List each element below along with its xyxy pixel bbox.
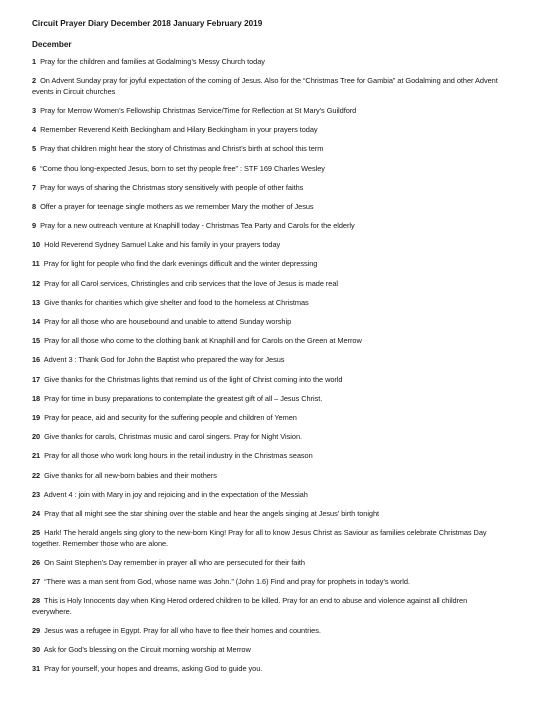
entry-day-number: 31 [32,664,41,674]
entry-day-number: 27 [32,577,41,587]
prayer-entry [32,577,508,588]
entry-day-number: 12 [32,278,41,288]
prayer-entry [32,240,508,251]
entry-day-number: 11 [32,259,40,269]
prayer-entry [32,183,508,194]
entry-prayer-text: Pray for all those who work long hours in the retail industry in the Christmas season [44,451,313,461]
entry-day-number: 25 [32,528,41,538]
entry-prayer-text: Pray for all those who are housebound and unable to attend Sunday worship [44,317,292,327]
prayer-entry [32,375,508,386]
prayer-entry [32,413,508,424]
entry-prayer-text: Pray for peace, aid and security for the suffering people and children of Yemen [44,412,297,422]
prayer-entry [32,432,508,443]
prayer-entry [32,664,508,675]
entry-day-number: 23 [32,489,41,499]
entry-prayer-text: Pray for Merrow Women’s Fellowship Christmas Service/Time for Reflection at St Mary’s Guildford [40,105,357,115]
prayer-entry [32,336,508,347]
entry-prayer-text: Pray for ways of sharing the Christmas story sensitively with people of other faiths [40,182,304,192]
entry-day-number: 15 [32,336,41,346]
prayer-entry [32,125,508,136]
entry-day-number: 13 [32,297,41,307]
prayer-entry [32,596,508,617]
prayer-entry [32,355,508,366]
entry-day-number: 5 [32,144,37,154]
entry-day-number: 17 [32,374,41,384]
prayer-entry [32,490,508,501]
entry-prayer-text: Jesus was a refugee in Egypt. Pray for all who have to flee their homes and countries. [44,626,321,636]
entry-day-number: 29 [32,626,41,636]
prayer-entry [32,626,508,637]
prayer-entry [32,645,508,656]
entry-prayer-text: Advent 3 : Thank God for John the Baptist who prepared the way for Jesus [43,355,285,365]
entry-day-number: 18 [32,393,41,403]
entry-prayer-text: Pray for the children and families at Godalming’s Messy Church today [40,57,265,66]
entry-day-number: 4 [32,125,37,135]
entry-day-number: 22 [32,470,41,480]
prayer-entry [32,259,508,270]
prayer-entry [32,164,508,175]
entry-day-number: 19 [32,412,41,422]
entry-prayer-text: Pray for yourself, your hopes and dreams, asking God to guide you. [44,664,263,674]
prayer-entry-list [32,57,508,684]
prayer-entry [32,317,508,328]
prayer-entry [32,279,508,290]
entry-prayer-text: Advent 4 : join with Mary in joy and rejoicing and in the expectation of the Messiah [43,489,308,499]
entry-day-number: 3 [32,105,37,115]
entry-prayer-text: Hark! The herald angels sing glory to the new-born King! Pray for all to know Jesus Christ as Saviour as families celebrate Christmas Day together. Remember those who are alone. [32,528,487,548]
entry-day-number: 7 [32,182,37,192]
entry-prayer-text: Pray for all Carol services, Christingles and crib services that the love of Jesus is made real [44,278,339,288]
entry-prayer-text: Give thanks for charities which give shelter and food to the homeless at Christmas [44,297,309,307]
entry-prayer-text: Give thanks for the Christmas lights that remind us of the light of Christ coming into the world [44,374,343,384]
prayer-entry [32,558,508,569]
entry-prayer-text: On Saint Stephen’s Day remember in prayer all who are persecuted for their faith [44,557,305,567]
entry-day-number: 30 [32,645,41,655]
entry-prayer-text: “Come thou long-expected Jesus, born to set thy people free” : STF 169 Charles Wesley [40,163,325,173]
entry-prayer-text: Pray that children might hear the story of Christmas and Christ’s birth at school this term [40,144,324,154]
entry-prayer-text: This is Holy Innocents day when King Herod ordered children to be killed. Pray for an end to abuse and violence against all children everywhere. [32,596,468,616]
entry-prayer-text: Give thanks for all new-born babies and their mothers [44,470,217,480]
section-heading-december: December [32,40,72,49]
prayer-entry [32,144,508,155]
prayer-entry [32,57,508,68]
prayer-entry [32,298,508,309]
prayer-entry [32,528,508,549]
prayer-entry [32,471,508,482]
entry-day-number: 2 [32,76,37,86]
entry-prayer-text: Hold Reverend Sydney Samuel Lake and his family in your prayers today [44,240,281,250]
entry-day-number: 9 [32,221,37,231]
entry-day-number: 24 [32,508,41,518]
entry-prayer-text: Remember Reverend Keith Beckingham and Hilary Beckingham in your prayers today [40,125,318,135]
entry-day-number: 8 [32,201,37,211]
prayer-entry [32,76,508,97]
document-title: Circuit Prayer Diary December 2018 January February 2019 [32,19,263,28]
entry-day-number: 6 [32,163,37,173]
entry-prayer-text: Offer a prayer for teenage single mothers as we remember Mary the mother of Jesus [40,201,314,211]
prayer-entry [32,202,508,213]
entry-prayer-text: Pray for all those who come to the clothing bank at Knaphill and for Carols on the Green at Merrow [44,336,362,346]
entry-prayer-text: Pray for light for people who find the dark evenings difficult and the winter depressing [43,259,318,269]
entry-day-number: 21 [32,451,41,461]
entry-prayer-text: Pray for time in busy preparations to contemplate the greatest gift of all – Jesus Christ. [44,393,323,403]
entry-day-number: 1 [32,57,37,66]
entry-prayer-text: On Advent Sunday pray for joyful expectation of the coming of Jesus. Also for the “Christmas Tree for Gambia” at Godalming and other Advent events in Circuit churches [32,76,498,96]
prayer-entry [32,451,508,462]
prayer-entry [32,106,508,117]
prayer-entry [32,221,508,232]
entry-day-number: 10 [32,240,41,250]
entry-prayer-text: Ask for God’s blessing on the Circuit morning worship at Merrow [43,645,251,655]
prayer-entry [32,509,508,520]
entry-day-number: 26 [32,557,41,567]
entry-day-number: 20 [32,432,41,442]
entry-prayer-text: “There was a man sent from God, whose name was John.” (John 1.6) Find and pray for prophets in today’s world. [44,577,410,587]
entry-prayer-text: Pray for a new outreach venture at Knaphill today - Christmas Tea Party and Carols for the elderly [40,221,355,231]
entry-day-number: 28 [32,596,41,606]
prayer-entry [32,394,508,405]
entry-day-number: 14 [32,317,41,327]
entry-prayer-text: Pray that all might see the star shining over the stable and hear the angels singing at Jesus’ birth tonight [44,508,380,518]
entry-prayer-text: Give thanks for carols, Christmas music and carol singers. Pray for Night Vision. [44,432,303,442]
entry-day-number: 16 [32,355,41,365]
